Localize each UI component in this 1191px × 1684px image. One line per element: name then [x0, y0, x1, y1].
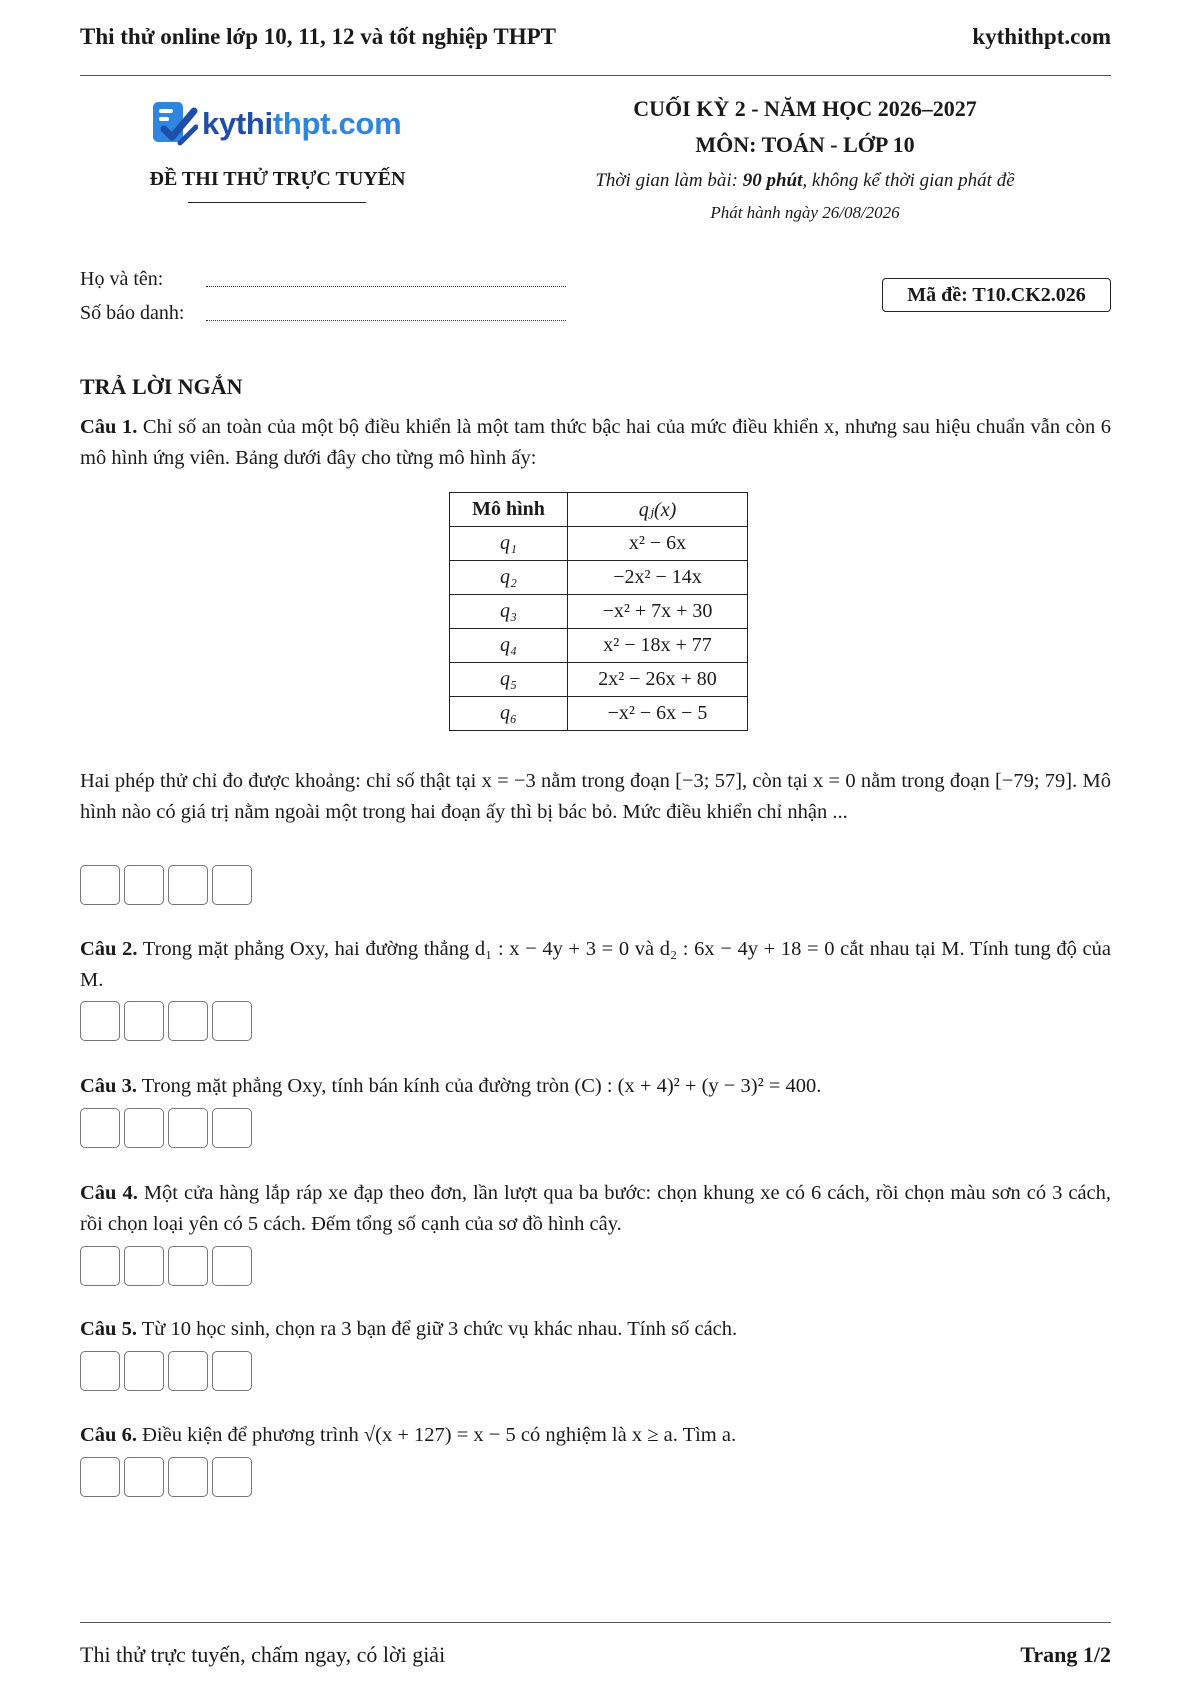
answer-digit-box[interactable] [124, 1108, 164, 1148]
table-header-cell: Mô hình [450, 493, 568, 527]
table-cell: q₂ [450, 561, 568, 595]
answer-digit-box[interactable] [168, 1457, 208, 1497]
answer-digit-box[interactable] [80, 1108, 120, 1148]
question-number: Câu 2. [80, 938, 138, 960]
answer-digit-box[interactable] [212, 1001, 252, 1041]
table-row [450, 663, 748, 697]
answer-digit-box[interactable] [124, 1246, 164, 1286]
table-row [450, 527, 748, 561]
answer-digit-box[interactable] [212, 1108, 252, 1148]
table-cell: q₆ [450, 697, 568, 731]
logo-checklist-icon [150, 99, 198, 149]
table-row [450, 697, 748, 731]
student-name-label: Họ và tên: [80, 268, 164, 290]
answer-digit-box[interactable] [212, 1246, 252, 1286]
answer-digit-box[interactable] [168, 865, 208, 905]
table-cell: q₄ [450, 629, 568, 663]
question-text: Từ 10 học sinh, chọn ra 3 bạn để giữ 3 chức vụ khác nhau. Tính số cách. [141, 1318, 738, 1340]
question-text: Trong mặt phẳng Oxy, tính bán kính của đường tròn (C) : (x + 4)² + (y − 3)² = 400. [141, 1075, 822, 1097]
table-cell: q₁ [450, 527, 568, 561]
table-row [450, 629, 748, 663]
table-cell: −x² + 7x + 30 [568, 595, 748, 629]
exam-duration-prefix: Thời gian làm bài: [595, 170, 743, 191]
answer-digit-box[interactable] [80, 865, 120, 905]
exam-release-date: Phát hành ngày 26/08/2026 [710, 203, 900, 222]
question-1 [80, 412, 1111, 474]
logo-wordmark [202, 106, 401, 142]
answer-digit-box[interactable] [124, 1001, 164, 1041]
question-number: Câu 4. [80, 1182, 138, 1204]
student-name-field[interactable] [206, 286, 566, 287]
table-row [450, 595, 748, 629]
answer-boxes-6 [80, 1457, 256, 1497]
table-header-cell: qⱼ(x) [568, 493, 748, 527]
exam-subject: MÔN: TOÁN - LỚP 10 [695, 132, 915, 157]
table-cell: x² − 6x [568, 527, 748, 561]
answer-digit-box[interactable] [80, 1351, 120, 1391]
section-title: TRẢ LỜI NGẮN [80, 374, 243, 399]
table-header-row [450, 493, 748, 527]
exam-duration-suffix: , không kể thời gian phát đề [802, 170, 1015, 191]
question-4 [80, 1178, 1111, 1240]
answer-digit-box[interactable] [80, 1246, 120, 1286]
question-number: Câu 1. [80, 416, 138, 438]
exam-code-badge: Mã đề: T10.CK2.026 [882, 278, 1111, 312]
footer-divider [80, 1622, 1111, 1623]
table-cell: x² − 18x + 77 [568, 629, 748, 663]
table-cell: q₅ [450, 663, 568, 697]
answer-boxes-1 [80, 865, 256, 905]
answer-digit-box[interactable] [168, 1351, 208, 1391]
answer-digit-box[interactable] [168, 1001, 208, 1041]
online-exam-title: ĐỀ THI THỬ TRỰC TUYẾN [149, 168, 406, 190]
question-1-continuation: Hai phép thử chỉ đo được khoảng: chỉ số thật tại x = −3 nằm trong đoạn [−3; 57], còn tại x = 0 nằm trong đoạn [−79; 79]. Mô hình nào có giá trị nằm ngoài một trong hai đoạn ấy thì bị bác bỏ. Mức điều khiển chỉ nhận ... [80, 770, 1111, 823]
student-id-field[interactable] [206, 320, 566, 321]
site-domain[interactable]: kythithpt.com [972, 24, 1111, 49]
question-2 [80, 934, 1111, 996]
exam-duration-value: 90 phút [742, 170, 803, 191]
answer-digit-box[interactable] [212, 1351, 252, 1391]
question-text: Điều kiện để phương trình √(x + 127) = x − 5 có nghiệm là x ≥ a. Tìm a. [142, 1424, 737, 1446]
answer-boxes-5 [80, 1351, 256, 1391]
logo-part-2: thpt.com [272, 106, 402, 141]
answer-digit-box[interactable] [168, 1246, 208, 1286]
footer-tagline: Thi thử trực tuyến, chấm ngay, có lời giải [80, 1642, 446, 1667]
online-title-underline [188, 202, 366, 203]
table-cell: 2x² − 26x + 80 [568, 663, 748, 697]
question-number: Câu 5. [80, 1318, 137, 1340]
model-table [449, 492, 748, 731]
table-cell: q₃ [450, 595, 568, 629]
answer-digit-box[interactable] [124, 1457, 164, 1497]
answer-digit-box[interactable] [80, 1001, 120, 1041]
answer-boxes-3 [80, 1108, 256, 1148]
logo-part-1: kythi [202, 106, 273, 141]
question-text: Chỉ số an toàn của một bộ điều khiển là một tam thức bậc hai của mức điều khiển x, nhưng sau hiệu chuẩn vẫn còn 6 mô hình ứng viên. Bảng dưới đây cho từng mô hình ấy: [80, 416, 1111, 469]
table-cell: −2x² − 14x [568, 561, 748, 595]
question-number: Câu 3. [80, 1075, 137, 1097]
header-divider [80, 75, 1111, 76]
student-id-label: Số báo danh: [80, 302, 185, 324]
question-5 [80, 1314, 1111, 1345]
question-6 [80, 1420, 1111, 1451]
answer-digit-box[interactable] [168, 1108, 208, 1148]
question-text: Một cửa hàng lắp ráp xe đạp theo đơn, lần lượt qua ba bước: chọn khung xe có 6 cách, rồi chọn màu sơn có 3 cách, rồi chọn loại yên có 5 cách. Đếm tổng số cạnh của sơ đồ hình cây. [80, 1182, 1112, 1235]
question-number: Câu 6. [80, 1424, 137, 1446]
site-logo [150, 99, 401, 149]
site-tagline: Thi thử online lớp 10, 11, 12 và tốt nghiệp THPT [80, 24, 556, 49]
answer-digit-box[interactable] [212, 1457, 252, 1497]
question-3 [80, 1071, 1111, 1102]
answer-digit-box[interactable] [80, 1457, 120, 1497]
answer-boxes-2 [80, 1001, 256, 1041]
question-text: Trong mặt phẳng Oxy, hai đường thẳng d₁ : x − 4y + 3 = 0 và d₂ : 6x − 4y + 18 = 0 cắt nhau tại M. Tính tung độ của M. [80, 938, 1111, 991]
table-cell: −x² − 6x − 5 [568, 697, 748, 731]
exam-term: CUỐI KỲ 2 - NĂM HỌC 2026–2027 [633, 96, 977, 121]
answer-boxes-4 [80, 1246, 256, 1286]
exam-duration [520, 170, 1090, 192]
table-row [450, 561, 748, 595]
answer-digit-box[interactable] [124, 1351, 164, 1391]
page-number: Trang 1/2 [1020, 1642, 1111, 1667]
answer-digit-box[interactable] [124, 865, 164, 905]
answer-digit-box[interactable] [212, 865, 252, 905]
